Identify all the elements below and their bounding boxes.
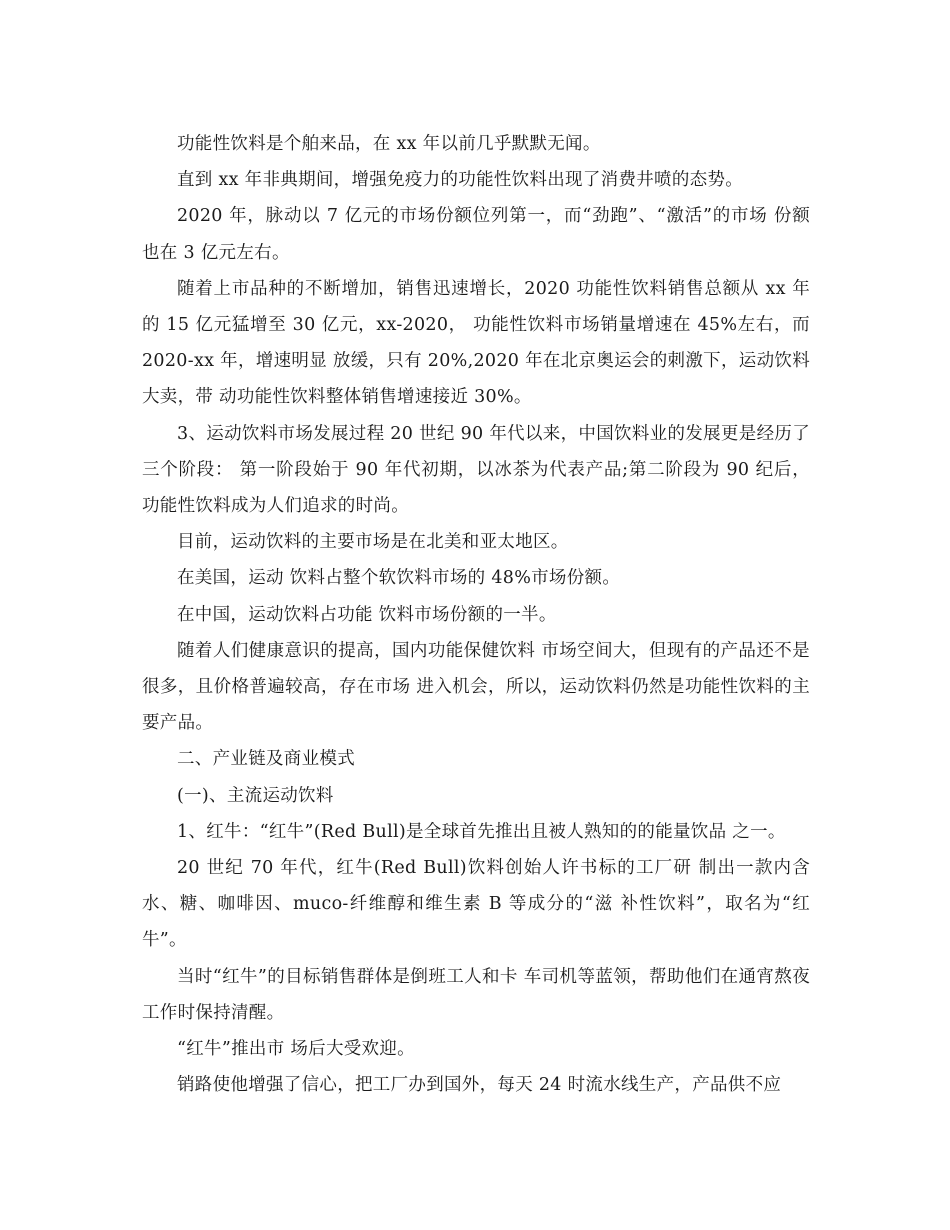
paragraph: 目前，运动饮料的主要市场是在北美和亚太地区。 (177, 532, 569, 553)
paragraph: 随着人们健康意识的提高，国内功能保健饮料 市场空间大，但现有的产品还不是很多，且价格普遍较高，存在市场 进入机会，所以，运动饮料仍然是功能性饮料的主要产品。 (142, 640, 810, 734)
paragraph: 20 世纪 70 年代，红牛(Red Bull)饮料创始人许书标的工厂研 制出一款内含水、糖、咖啡因、muco-纤维醇和维生素 B 等成分的“滋 补性饮料”，取名为“红牛”。 (142, 858, 810, 951)
paragraph: 销路使他增强了信心，把工厂办到国外，每天 24 时流水线生产，产品供不应 (177, 1075, 782, 1096)
paragraph: 当时“红牛”的目标销售群体是倒班工人和卡 车司机等蓝领，帮助他们在通宵熬夜工作时保持清醒。 (142, 966, 810, 1023)
section-heading: 二、产业链及商业模式 (177, 749, 355, 770)
paragraph: 功能性饮料是个舶来品，在 xx 年以前几乎默默无闻。 (177, 134, 601, 154)
paragraph: 1、红牛：“红牛”(Red Bull)是全球首先推出且被人熟知的的能量饮品 之一。 (177, 821, 786, 842)
paragraph: 3、运动饮料市场发展过程 20 世纪 90 年代以来，中国饮料业的发展更是经历了三个阶段： 第一阶段始于 90 年代初期，以冰茶为代表产品;第二阶段为 90 纪后，功能性饮料成为人们追求的时尚。 (142, 423, 810, 517)
paragraph: 在中国，运动饮料占功能 饮料市场份额的一半。 (177, 604, 557, 625)
paragraph: 直到 xx 年非典期间，增强免疫力的功能性饮料出现了消费井喷的态势。 (177, 170, 744, 191)
paragraph: 2020 年，脉动以 7 亿元的市场份额位列第一，而“劲跑”、“激活”的市场 份额也在 3 亿元左右。 (142, 206, 810, 263)
paragraph: 在美国，运动 饮料占整个软饮料市场的 48%市场份额。 (177, 568, 621, 589)
paragraph: “红牛”推出市 场后大受欢迎。 (177, 1039, 415, 1060)
document-body (142, 126, 810, 1103)
subsection-heading: (一)、主流运动饮料 (177, 785, 334, 806)
paragraph: 随着上市品种的不断增加，销售迅速增长，2020 功能性饮料销售总额从 xx 年的 15 亿元猛增至 30 亿元，xx-2020， 功能性饮料市场销量增速在 45%左右，而 2020-xx 年，增速明显 放缓，只有 20%,2020 年在北京奥运会的刺激下，运动饮料大卖，带 动功能性饮料整体销售增速接近 30%。 (142, 278, 810, 408)
